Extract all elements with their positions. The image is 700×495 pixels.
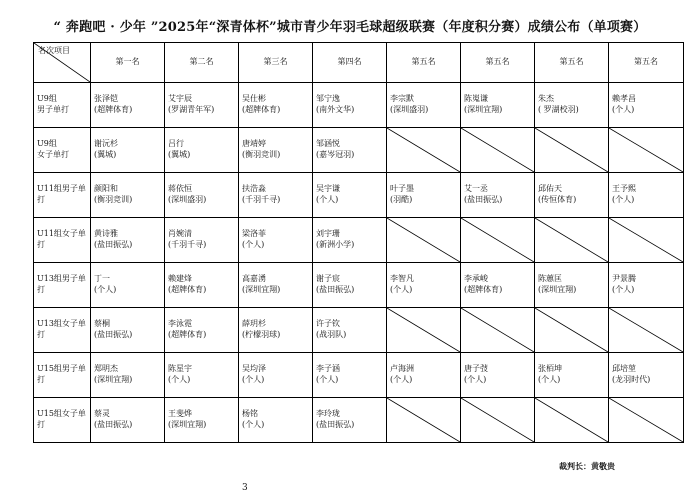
result-cell (165, 173, 239, 218)
referee-signature: 裁判长：黄敬贵 (559, 461, 615, 471)
result-cell (313, 398, 387, 443)
player-name: 赖孝昌 (612, 94, 636, 104)
results-table (33, 42, 684, 443)
empty-cell (387, 398, 461, 443)
empty-cell (535, 398, 609, 443)
player-club: (个人) (390, 285, 413, 294)
empty-cell (609, 308, 684, 353)
col-header: 第三名 (239, 43, 313, 83)
page-title: “ 奔跑吧 · 少年 ”2025年“深青体杯”城市青少年羽毛球超级联赛（年度积分赛）成绩公布（单项赛） (53, 20, 647, 35)
empty-cell (387, 218, 461, 263)
empty-cell (609, 128, 684, 173)
table-row (34, 398, 684, 443)
result-cell (91, 83, 165, 128)
player-club: (新洲小学) (316, 240, 355, 249)
result-cell (313, 173, 387, 218)
player-club: (个人) (242, 375, 265, 384)
player-name: 李承峻 (464, 274, 488, 284)
result-cell (239, 83, 313, 128)
player-name: 唐子弢 (464, 364, 488, 374)
player-club: (个人) (242, 240, 265, 249)
table-row (34, 173, 684, 218)
page-number: 3 (242, 483, 248, 493)
group-label: U15组男子单 打 (34, 353, 91, 398)
table-row (34, 308, 684, 353)
player-club: (个人) (612, 105, 635, 114)
player-name: 郑明杰 (94, 364, 118, 374)
empty-cell (387, 128, 461, 173)
player-name: 王斐烨 (168, 409, 192, 419)
player-name: 吕行 (168, 139, 184, 149)
player-club: (羽酷) (390, 195, 413, 204)
player-club: (个人) (612, 285, 635, 294)
player-club: (个人) (316, 375, 339, 384)
player-club: (个人) (94, 285, 117, 294)
player-name: 张栢坤 (538, 364, 562, 374)
result-cell (239, 218, 313, 263)
player-name: 陈星宇 (168, 364, 192, 374)
result-cell (91, 398, 165, 443)
player-name: 薛玥杉 (242, 319, 266, 329)
player-club: (衡羽竞训) (94, 195, 133, 204)
player-name: 丁一 (94, 274, 110, 284)
player-club: (个人) (538, 375, 561, 384)
player-name: 扶浩淼 (242, 184, 266, 194)
player-name: 艾一丞 (464, 184, 488, 194)
empty-cell (609, 398, 684, 443)
player-name: 刘宇珊 (316, 229, 340, 239)
player-club: (深圳宜翔) (94, 375, 133, 384)
result-cell (91, 353, 165, 398)
result-cell (535, 353, 609, 398)
player-name: 卢海洲 (390, 364, 414, 374)
player-name: 李宗默 (390, 94, 414, 104)
group-label: U15组女子单 打 (34, 398, 91, 443)
player-name: 邱佑天 (538, 184, 562, 194)
player-club: (千羽千寻) (168, 240, 207, 249)
col-header: 第五名 (461, 43, 535, 83)
player-name: 王予熙 (612, 184, 636, 194)
result-cell (461, 83, 535, 128)
group-label: U9组 女子单打 (34, 128, 91, 173)
player-club: (深圳宜翔) (242, 285, 281, 294)
corner-label: 名次项目 (38, 46, 70, 55)
player-club: (深圳盛羽) (390, 105, 429, 114)
player-club: (超牌体育) (168, 330, 207, 339)
group-label: U13组男子单 打 (34, 263, 91, 308)
player-club: (个人) (464, 375, 487, 384)
player-name: 陈蕙匡 (538, 274, 562, 284)
result-cell (165, 83, 239, 128)
player-club: (超牌体育) (242, 105, 281, 114)
result-cell (91, 218, 165, 263)
player-name: 李泳霓 (168, 319, 192, 329)
player-club: (超牌体育) (464, 285, 503, 294)
player-club: (盐田振弘) (316, 420, 355, 429)
player-name: 朱杰 (538, 94, 554, 104)
group-label: U11组男子单 打 (34, 173, 91, 218)
result-cell (239, 308, 313, 353)
player-club: (战羽队) (316, 330, 347, 339)
player-name: 谢沅杉 (94, 139, 118, 149)
player-name: 李玲珑 (316, 409, 340, 419)
player-name: 陈嵬谦 (464, 94, 488, 104)
empty-cell (535, 218, 609, 263)
result-cell (239, 353, 313, 398)
player-name: 邹涵悦 (316, 139, 340, 149)
result-cell (313, 308, 387, 353)
player-club: (个人) (612, 195, 635, 204)
player-club: (深圳宜翔) (538, 285, 577, 294)
player-club: (南外文华) (316, 105, 355, 114)
result-cell (609, 263, 684, 308)
result-cell (313, 218, 387, 263)
player-name: 梁洛菲 (242, 229, 266, 239)
result-cell (535, 173, 609, 218)
col-header: 第四名 (313, 43, 387, 83)
player-club: (盐田振弘) (94, 240, 133, 249)
result-cell (165, 263, 239, 308)
player-name: 颜阳和 (94, 184, 118, 194)
player-name: 叶子墨 (390, 184, 414, 194)
player-club: (柠檬羽球) (242, 330, 281, 339)
result-cell (609, 83, 684, 128)
result-cell (387, 263, 461, 308)
group-label: U9组 男子单打 (34, 83, 91, 128)
player-name: 李子涵 (316, 364, 340, 374)
result-cell (91, 308, 165, 353)
result-cell (313, 83, 387, 128)
player-name: 高嘉湧 (242, 274, 266, 284)
player-name: 杨铭 (242, 409, 258, 419)
result-cell (313, 128, 387, 173)
player-name: 黄诗雅 (94, 229, 118, 239)
player-name: 吴宇谦 (316, 184, 340, 194)
group-label: U13组女子单 打 (34, 308, 91, 353)
player-club: (翼城) (94, 150, 117, 159)
player-name: 尹景腾 (612, 274, 636, 284)
player-club: (嘉岑冠羽) (316, 150, 355, 159)
player-name: 许子钦 (316, 319, 340, 329)
result-cell (165, 398, 239, 443)
empty-cell (535, 128, 609, 173)
result-cell (609, 353, 684, 398)
player-name: 肖婉清 (168, 229, 192, 239)
result-cell (239, 173, 313, 218)
player-club: (个人) (316, 195, 339, 204)
corner-header (34, 43, 91, 83)
player-club: (传恒体育) (538, 195, 577, 204)
player-name: 赖建烽 (168, 274, 192, 284)
result-cell (165, 308, 239, 353)
player-name: 吴仕彬 (242, 94, 266, 104)
result-cell (239, 398, 313, 443)
empty-cell (461, 398, 535, 443)
result-cell (165, 218, 239, 263)
header-row (34, 43, 684, 83)
result-cell (313, 353, 387, 398)
player-club: (盐田振弘) (316, 285, 355, 294)
col-header: 第五名 (609, 43, 684, 83)
table-row (34, 128, 684, 173)
player-club: (罗湖青年军) (168, 105, 215, 114)
player-club: (盐田振弘) (94, 420, 133, 429)
result-cell (91, 128, 165, 173)
result-cell (313, 263, 387, 308)
result-cell (535, 263, 609, 308)
result-cell (535, 83, 609, 128)
player-club: (千羽千寻) (242, 195, 281, 204)
player-name: 蒋依恒 (168, 184, 192, 194)
group-label: U11组女子单 打 (34, 218, 91, 263)
player-club: (个人) (168, 375, 191, 384)
player-club: (个人) (242, 420, 265, 429)
result-cell (165, 353, 239, 398)
player-name: 李智凡 (390, 274, 414, 284)
player-club: (龙羽时代) (612, 375, 651, 384)
result-cell (387, 353, 461, 398)
player-club: (深圳宜翔) (464, 105, 503, 114)
player-club: (超牌体育) (168, 285, 207, 294)
col-header: 第一名 (91, 43, 165, 83)
result-cell (461, 353, 535, 398)
table-row (34, 218, 684, 263)
player-club: (深圳盛羽) (168, 195, 207, 204)
table-row (34, 263, 684, 308)
player-club: (深圳宜翔) (168, 420, 207, 429)
empty-cell (461, 128, 535, 173)
player-name: 蔡桐 (94, 319, 110, 329)
empty-cell (609, 218, 684, 263)
result-cell (387, 173, 461, 218)
col-header: 第二名 (165, 43, 239, 83)
col-header: 第五名 (387, 43, 461, 83)
result-cell (239, 128, 313, 173)
player-club: ( 罗湖校羽) (538, 105, 579, 114)
player-club: (盐田振弘) (94, 330, 133, 339)
player-club: (超牌体育) (94, 105, 133, 114)
result-cell (461, 173, 535, 218)
player-name: 吴均泽 (242, 364, 266, 374)
result-cell (239, 263, 313, 308)
result-cell (91, 263, 165, 308)
result-cell (609, 173, 684, 218)
empty-cell (387, 308, 461, 353)
result-cell (91, 173, 165, 218)
table-row (34, 83, 684, 128)
empty-cell (461, 218, 535, 263)
player-name: 谢子宸 (316, 274, 340, 284)
result-cell (461, 263, 535, 308)
player-name: 张泽铠 (94, 94, 118, 104)
player-name: 邹宁逸 (316, 94, 340, 104)
col-header: 第五名 (535, 43, 609, 83)
player-club: (衡羽竞训) (242, 150, 281, 159)
player-club: (个人) (390, 375, 413, 384)
player-club: (翼城) (168, 150, 191, 159)
player-name: 艾宇辰 (168, 94, 192, 104)
result-cell (165, 128, 239, 173)
result-cell (387, 83, 461, 128)
empty-cell (535, 308, 609, 353)
player-name: 蔡灵 (94, 409, 110, 419)
empty-cell (461, 308, 535, 353)
player-name: 邱培堃 (612, 364, 636, 374)
player-name: 唐靖婷 (242, 139, 266, 149)
player-club: (盐田振弘) (464, 195, 503, 204)
table-row (34, 353, 684, 398)
